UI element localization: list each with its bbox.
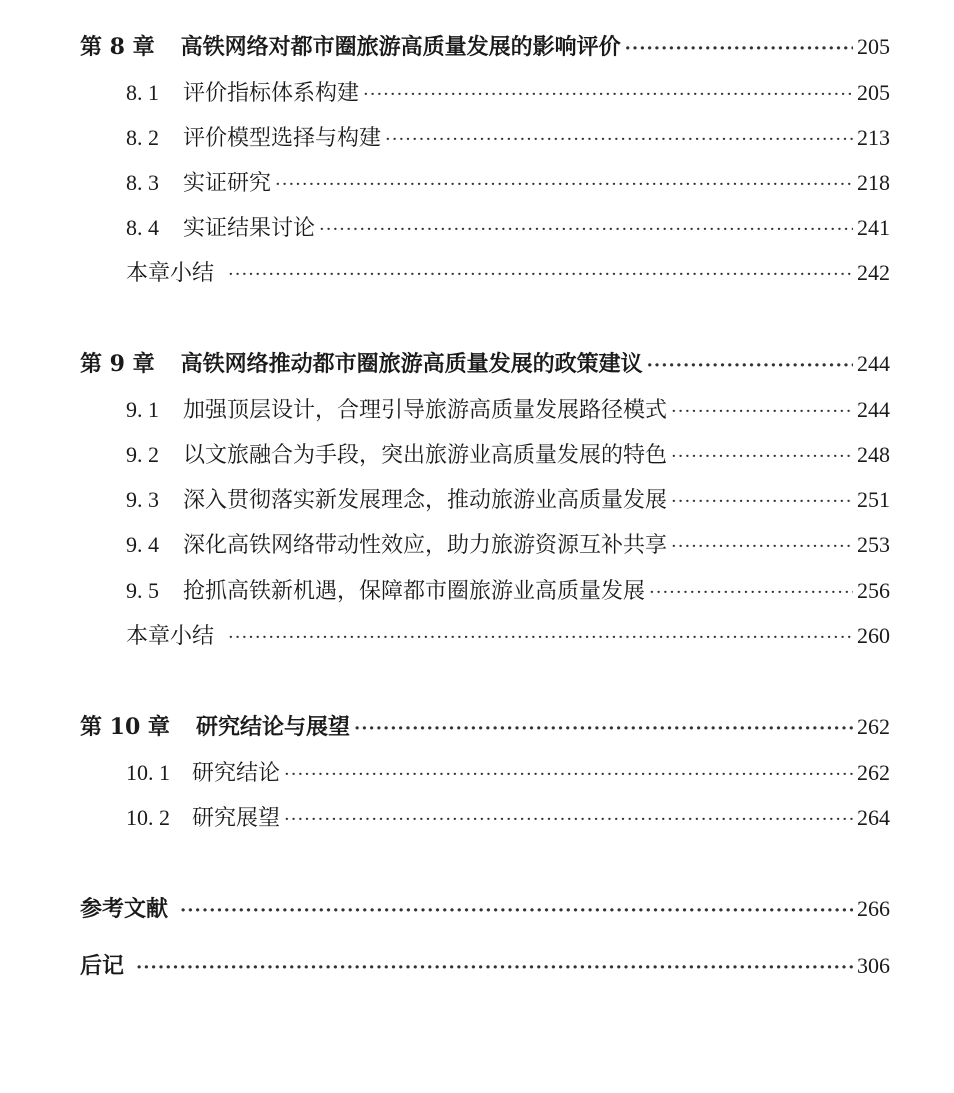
toc-section-8-2[interactable] [126,122,890,154]
leader-dots [284,759,853,791]
section-number: 9. 5 [126,578,159,603]
section-number: 8. 4 [126,215,159,240]
leader-dots [275,169,853,201]
page-number: 256 [857,578,890,603]
toc-summary-ch8[interactable] [126,257,890,289]
page-number: 251 [857,487,890,512]
page-number: 244 [857,351,890,376]
leader-dots [647,350,853,382]
page-number: 241 [857,215,890,240]
toc-section-8-4[interactable] [126,212,890,244]
toc-chapter-8[interactable] [80,31,890,63]
summary-title: 本章小结 [126,624,215,649]
chapter-number: 第 10 章 [80,714,170,740]
toc-section-9-4[interactable] [126,529,890,561]
page-number: 264 [857,805,890,830]
afterword-title: 后记 [80,953,125,979]
section-title: 研究结论 [192,761,281,786]
page-number: 218 [857,170,890,195]
page-number: 205 [857,80,890,105]
section-title: 深入贯彻落实新发展理念，推动旅游业高质量发展 [183,488,668,513]
chapter-title: 高铁网络对都市圈旅游高质量发展的影响评价 [180,34,621,60]
section-title: 评价指标体系构建 [183,81,360,106]
page-number: 244 [857,397,890,422]
chapter-number: 第 9 章 [80,351,155,377]
page-number: 306 [857,953,890,978]
section-number: 8. 3 [126,170,159,195]
section-number: 10. 1 [126,760,170,785]
toc-references[interactable] [80,893,890,925]
toc-section-10-1[interactable] [126,757,890,789]
leader-dots [671,486,853,518]
leader-dots [228,259,853,291]
section-number: 8. 1 [126,80,159,105]
leader-dots [385,124,853,156]
leader-dots [284,804,853,836]
leader-dots [363,79,853,111]
page-number: 205 [857,34,890,59]
leader-dots [671,441,853,473]
toc-summary-ch9[interactable] [126,620,890,652]
section-title: 实证研究 [183,171,272,196]
leader-dots [354,713,853,745]
leader-dots [625,33,853,65]
section-title: 抢抓高铁新机遇，保障都市圈旅游业高质量发展 [183,579,646,604]
chapter-title: 研究结论与展望 [195,714,350,740]
toc-section-8-3[interactable] [126,167,890,199]
toc-section-8-1[interactable] [126,77,890,109]
section-title: 以文旅融合为手段，突出旅游业高质量发展的特色 [183,443,668,468]
page-number: 260 [857,623,890,648]
section-number: 9. 2 [126,442,159,467]
section-title: 研究展望 [192,806,281,831]
section-title: 实证结果讨论 [183,216,316,241]
section-number: 8. 2 [126,125,159,150]
toc-section-10-2[interactable] [126,802,890,834]
page-number: 262 [857,714,890,739]
toc-section-9-2[interactable] [126,439,890,471]
section-number: 9. 4 [126,532,159,557]
leader-dots [671,531,853,563]
section-number: 9. 3 [126,487,159,512]
leader-dots [319,214,853,246]
leader-dots [649,577,853,609]
leader-dots [671,396,853,428]
toc-afterword[interactable] [80,950,890,982]
section-number: 10. 2 [126,805,170,830]
page-number: 242 [857,260,890,285]
toc-section-9-3[interactable] [126,484,890,516]
leader-dots [228,622,853,654]
toc-section-9-1[interactable] [126,394,890,426]
page-number: 262 [857,760,890,785]
page-number: 213 [857,125,890,150]
section-title: 深化高铁网络带动性效应，助力旅游资源互补共享 [183,533,668,558]
page-number: 253 [857,532,890,557]
leader-dots [136,952,853,984]
leader-dots [180,895,853,927]
summary-title: 本章小结 [126,261,215,286]
section-title: 加强顶层设计，合理引导旅游高质量发展路径模式 [183,398,668,423]
references-title: 参考文献 [80,896,169,922]
chapter-title: 高铁网络推动都市圈旅游高质量发展的政策建议 [180,351,643,377]
page-number: 248 [857,442,890,467]
toc-chapter-10[interactable] [80,711,890,743]
toc-chapter-9[interactable] [80,348,890,380]
page-number: 266 [857,896,890,921]
section-title: 评价模型选择与构建 [183,126,382,151]
chapter-number: 第 8 章 [80,34,155,60]
toc-section-9-5[interactable] [126,575,890,607]
section-number: 9. 1 [126,397,159,422]
